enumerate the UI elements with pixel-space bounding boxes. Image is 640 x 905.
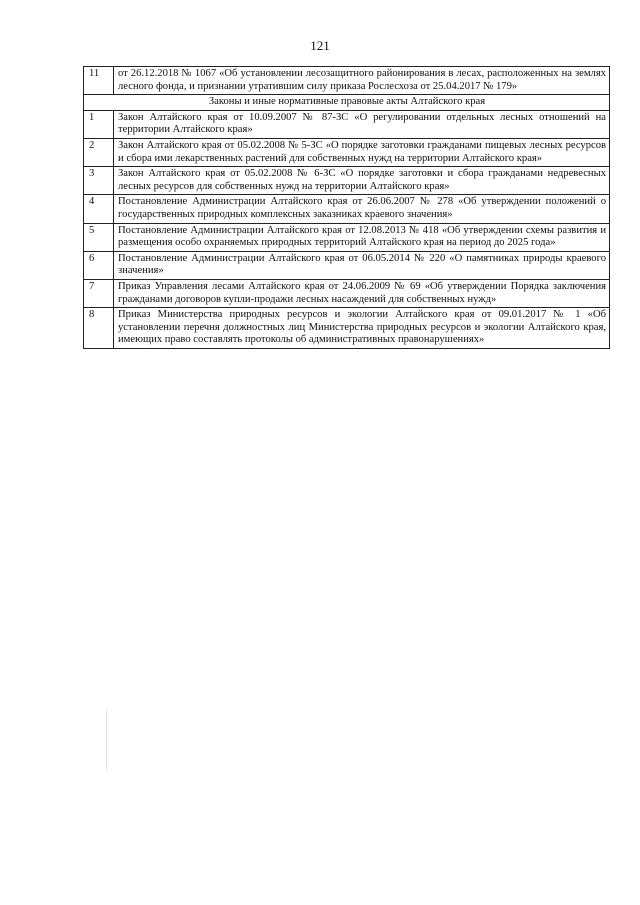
row-number: 8 [84,308,114,349]
table-row [84,279,610,307]
row-text: Постановление Администрации Алтайского края от 06.05.2014 № 220 «О памятниках природы краевого значения» [114,251,610,279]
table-row [84,195,610,223]
table-row [84,67,610,95]
page-number: 121 [310,38,330,53]
table-row [84,251,610,279]
row-text: Постановление Администрации Алтайского края от 12.08.2013 № 418 «Об утверждении схемы развития и размещения особо охраняемых природных территорий Алтайского края на период до 2025 года» [114,223,610,251]
row-number: 4 [84,195,114,223]
table-row [84,223,610,251]
row-number: 5 [84,223,114,251]
row-text: Закон Алтайского края от 05.02.2008 № 6-ЗС «О порядке заготовки и сбора гражданами недревесных лесных ресурсов для собственных нужд на территории Алтайского края» [114,167,610,195]
section-heading-row [84,95,610,111]
row-number: 3 [84,167,114,195]
table-row [84,308,610,349]
table-row [84,167,610,195]
table-row [84,110,610,138]
row-text: Приказ Управления лесами Алтайского края от 24.06.2009 № 69 «Об утверждении Порядка заключения гражданами договоров купли-продажи лесных насаждений для собственных нужд» [114,279,610,307]
row-text: от 26.12.2018 № 1067 «Об установлении лесозащитного районирования в лесах, расположенных на землях лесного фонда, и признании утратившим силу приказа Рослесхоза от 25.04.2017 № 179» [114,67,610,95]
row-text: Постановление Администрации Алтайского края от 26.06.2007 № 278 «Об утверждении положений о государственных природных комплексных заказниках краевого значения» [114,195,610,223]
legal-acts-table [83,66,610,349]
row-number: 2 [84,138,114,166]
scan-margin-mark [106,710,107,770]
section-heading: Законы и иные нормативные правовые акты Алтайского края [84,95,610,111]
row-number: 11 [84,67,114,95]
row-number: 1 [84,110,114,138]
row-text: Приказ Министерства природных ресурсов и экологии Алтайского края от 09.01.2017 № 1 «Об установлении перечня должностных лиц Министерства природных ресурсов и экологии Алтайского края, имеющих право составлять протоколы об административных правонарушениях» [114,308,610,349]
row-number: 7 [84,279,114,307]
row-number: 6 [84,251,114,279]
table-row [84,138,610,166]
row-text: Закон Алтайского края от 10.09.2007 № 87-ЗС «О регулировании отдельных лесных отношений на территории Алтайского края» [114,110,610,138]
row-text: Закон Алтайского края от 05.02.2008 № 5-ЗС «О порядке заготовки гражданами пищевых лесных ресурсов и сбора ими лекарственных растений для собственных нужд на территории Алтайского края» [114,138,610,166]
